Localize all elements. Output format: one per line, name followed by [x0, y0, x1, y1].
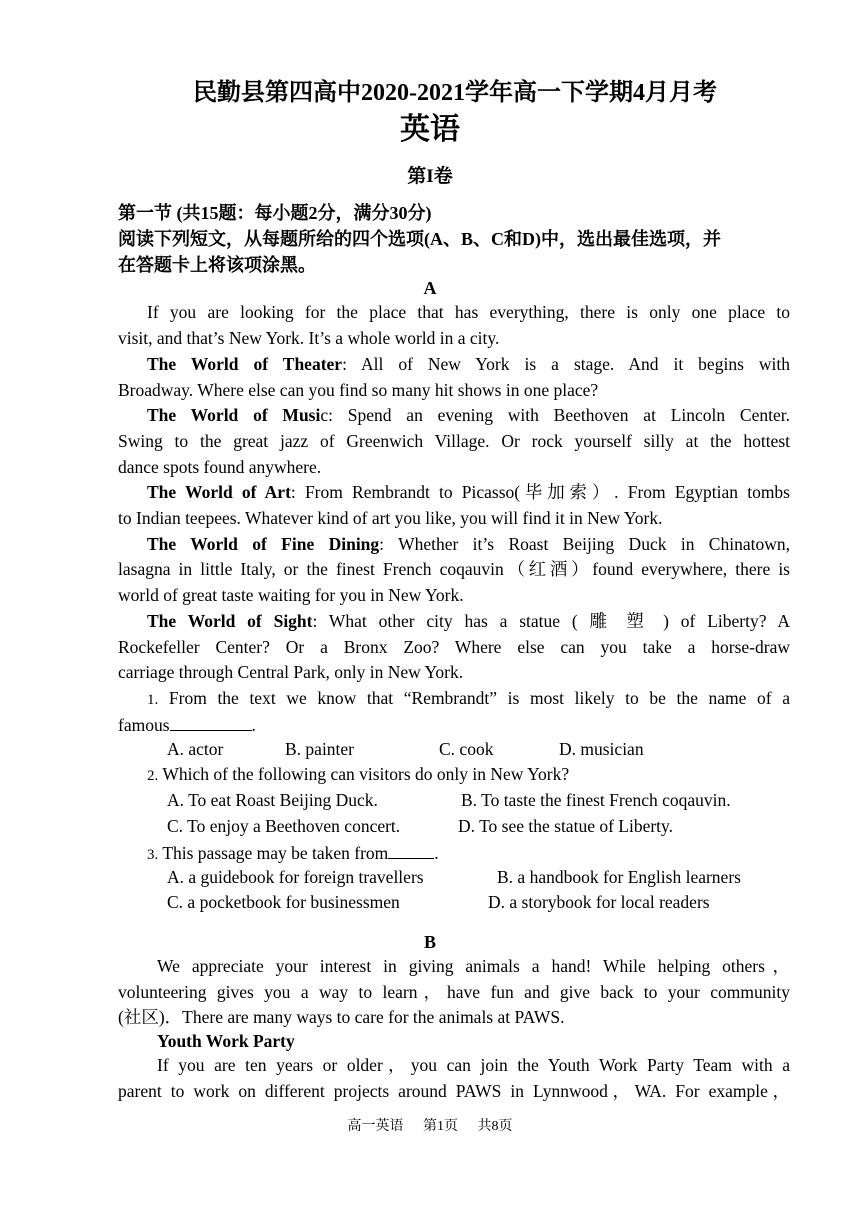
option-a: A. a guidebook for foreign travellers: [167, 867, 424, 887]
page-footer: [0, 1115, 860, 1135]
footer-total: 共8页: [477, 1119, 513, 1134]
option-b: B. To taste the finest French coqauvin.: [461, 790, 731, 810]
answer-blank: [170, 714, 252, 731]
volume-label: 第I卷: [407, 166, 453, 187]
option-b: B. painter: [285, 739, 355, 759]
option-d: D. a storybook for local readers: [488, 892, 710, 912]
sight-heading: The World of Sight: [147, 611, 313, 631]
instruction-line-1: 阅读下列短文，从每题所给的四个选项(A、B、C和D)中，选出最佳选项，并: [118, 229, 721, 249]
answer-blank: [388, 842, 434, 859]
option-d: D. musician: [559, 739, 644, 759]
passage-b-label: B: [423, 932, 436, 952]
passage-a-label: A: [423, 278, 437, 298]
exam-title: 民勤县第四高中2020-2021学年高一下学期4月月考: [193, 80, 717, 106]
footer-course: 高一英语: [347, 1119, 404, 1134]
section-heading: 第一节 (共15题：每小题2分，满分30分): [118, 203, 432, 223]
dining-heading: The World of Fine Dining: [147, 534, 380, 554]
art-heading: The World of Art: [147, 482, 291, 502]
option-a: A. actor: [167, 739, 224, 759]
subsection-heading: Youth Work Party: [157, 1031, 295, 1051]
option-d: D. To see the statue of Liberty.: [458, 816, 674, 836]
instruction-line-2: 在答题卡上将该项涂黑。: [118, 255, 316, 275]
option-a: A. To eat Roast Beijing Duck.: [167, 790, 378, 810]
option-c: C. cook: [439, 739, 494, 759]
footer-page: 第1页: [423, 1119, 458, 1134]
option-c: C. To enjoy a Beethoven concert.: [167, 816, 401, 836]
option-b: B. a handbook for English learners: [497, 867, 741, 887]
music-heading: The World of Musi: [147, 405, 321, 425]
option-c: C. a pocketbook for businessmen: [167, 892, 400, 912]
subject-title: 英语: [400, 113, 460, 146]
theater-heading: The World of Theater: [147, 354, 343, 374]
